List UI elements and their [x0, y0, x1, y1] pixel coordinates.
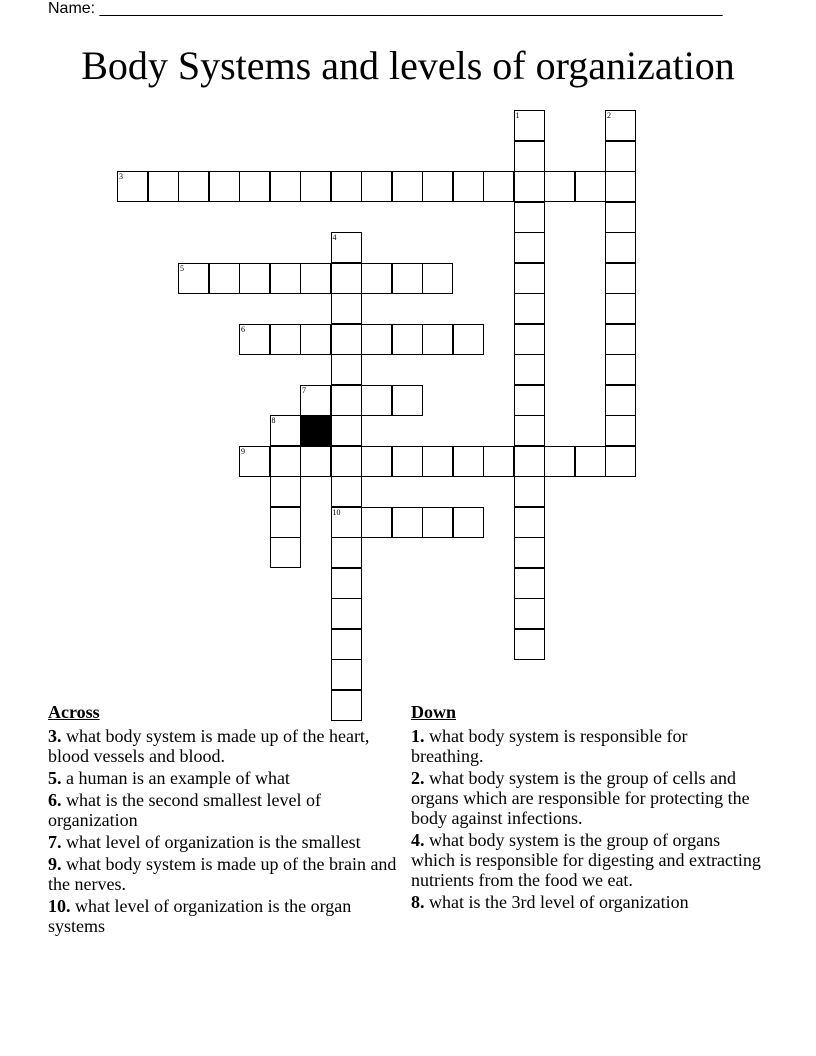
clue-across-6: [48, 790, 398, 830]
clue-text: what body system is the group of organs which is responsible for digesting and extracting nutrients from the food we eat.: [411, 830, 761, 890]
across-clues: [48, 702, 398, 938]
cell-number: 5: [180, 263, 184, 273]
crossword-cell[interactable]: [514, 354, 545, 385]
crossword-cell[interactable]: [239, 171, 270, 202]
crossword-cell[interactable]: [514, 507, 545, 538]
crossword-cell[interactable]: [483, 446, 514, 477]
crossword-cell[interactable]: [514, 598, 545, 629]
crossword-cell[interactable]: [514, 263, 545, 294]
crossword-cell[interactable]: [514, 415, 545, 446]
clue-number: 3.: [48, 726, 62, 746]
crossword-cell[interactable]: [483, 171, 514, 202]
crossword-cell[interactable]: [392, 446, 423, 477]
crossword-cell[interactable]: [239, 324, 270, 355]
clue-text: what level of organization is the organ systems: [48, 896, 352, 936]
clue-number: 5.: [48, 768, 62, 788]
cell-number: 10: [332, 507, 341, 517]
crossword-cell[interactable]: [392, 171, 423, 202]
crossword-cell[interactable]: [453, 324, 484, 355]
crossword-cell[interactable]: [544, 171, 575, 202]
crossword-cell[interactable]: [605, 263, 636, 294]
crossword-cell[interactable]: [300, 324, 331, 355]
clue-number: 2.: [411, 768, 425, 788]
clue-text: a human is an example of what: [66, 768, 290, 788]
crossword-cell[interactable]: [331, 659, 362, 690]
crossword-cell[interactable]: [331, 568, 362, 599]
crossword-cell[interactable]: [422, 263, 453, 294]
crossword-cell[interactable]: [331, 446, 362, 477]
crossword-cell[interactable]: [575, 171, 606, 202]
crossword-cell[interactable]: [361, 171, 392, 202]
crossword-cell[interactable]: [331, 537, 362, 568]
crossword-cell[interactable]: [605, 202, 636, 233]
clue-text: what body system is made up of the brain and the nerves.: [48, 854, 397, 894]
crossword-cell[interactable]: [422, 324, 453, 355]
crossword-cell[interactable]: [514, 171, 545, 202]
crossword-cell[interactable]: [514, 324, 545, 355]
clue-down-2: [411, 768, 761, 828]
crossword-cell[interactable]: [453, 507, 484, 538]
clue-number: 4.: [411, 830, 425, 850]
crossword-cell[interactable]: [239, 446, 270, 477]
clue-text: what body system is the group of cells and organs which are responsible for protecting the body against infections.: [411, 768, 750, 828]
crossword-cell[interactable]: [361, 263, 392, 294]
crossword-cell[interactable]: [300, 263, 331, 294]
crossword-cell[interactable]: [605, 110, 636, 141]
cell-number: 3: [119, 172, 123, 181]
crossword-cell[interactable]: [331, 507, 362, 538]
cell-number: 6: [241, 324, 245, 334]
crossword-cell[interactable]: [270, 446, 301, 477]
clue-text: what is the second smallest level of organization: [48, 790, 321, 830]
clue-text: what body system is responsible for breathing.: [411, 726, 688, 766]
crossword-cell[interactable]: [209, 171, 240, 202]
clue-across-10: [48, 896, 398, 936]
crossword-cell[interactable]: [544, 446, 575, 477]
crossword-cell[interactable]: [514, 446, 545, 477]
crossword-cell[interactable]: [514, 232, 545, 263]
crossword-cell[interactable]: [422, 507, 453, 538]
clue-number: 6.: [48, 790, 62, 810]
crossword-cell[interactable]: [331, 385, 362, 416]
crossword-cell[interactable]: [392, 385, 423, 416]
crossword-cell[interactable]: [331, 232, 362, 263]
clue-down-1: [411, 726, 761, 766]
clue-down-4: [411, 830, 761, 890]
down-heading: Down: [411, 702, 457, 722]
clue-across-9: [48, 854, 398, 894]
crossword-cell[interactable]: [148, 171, 179, 202]
clue-text: what is the 3rd level of organization: [429, 892, 689, 912]
crossword-cell[interactable]: [270, 171, 301, 202]
crossword-cell[interactable]: [178, 171, 209, 202]
crossword-cell[interactable]: [605, 324, 636, 355]
crossword-cell[interactable]: [514, 202, 545, 233]
crossword-cell[interactable]: [270, 415, 301, 446]
crossword-cell[interactable]: [239, 263, 270, 294]
cell-number: 2: [607, 111, 611, 120]
crossword-cell[interactable]: [331, 263, 362, 294]
crossword-cell[interactable]: [605, 354, 636, 385]
crossword-cell[interactable]: [117, 171, 148, 202]
crossword-cell[interactable]: [361, 324, 392, 355]
across-heading: Across: [48, 702, 100, 722]
crossword-cell[interactable]: [514, 141, 545, 172]
crossword-cell[interactable]: [331, 598, 362, 629]
crossword-cell[interactable]: [331, 629, 362, 660]
crossword-cell[interactable]: [270, 537, 301, 568]
clue-across-5: [48, 768, 398, 788]
crossword-cell[interactable]: [361, 385, 392, 416]
crossword-cell[interactable]: [392, 263, 423, 294]
crossword-cell[interactable]: [605, 446, 636, 477]
clue-number: 1.: [411, 726, 425, 746]
clue-number: 8.: [411, 892, 425, 912]
crossword-cell[interactable]: [605, 171, 636, 202]
crossword-cell[interactable]: [392, 507, 423, 538]
crossword-cell[interactable]: [331, 415, 362, 446]
clue-down-8: [411, 892, 761, 912]
clue-across-3: [48, 726, 398, 766]
crossword-cell[interactable]: [392, 324, 423, 355]
crossword-cell[interactable]: [514, 537, 545, 568]
crossword-cell[interactable]: [422, 446, 453, 477]
crossword-cell[interactable]: [331, 324, 362, 355]
crossword-cell[interactable]: [331, 354, 362, 385]
down-clues: [411, 702, 761, 914]
cell-number: 7: [302, 385, 306, 395]
clue-number: 9.: [48, 854, 62, 874]
cell-number: 4: [332, 233, 337, 242]
crossword-block-cell: [300, 415, 331, 446]
cell-number: 8: [271, 416, 276, 425]
page-title: Body Systems and levels of organization: [81, 43, 735, 88]
crossword-cell[interactable]: [514, 293, 545, 324]
crossword-cell[interactable]: [514, 110, 545, 141]
crossword-cell[interactable]: [514, 385, 545, 416]
crossword-cell[interactable]: [270, 263, 301, 294]
crossword-cell[interactable]: [453, 446, 484, 477]
crossword-cell[interactable]: [514, 629, 545, 660]
crossword-cell[interactable]: [331, 476, 362, 507]
crossword-cell[interactable]: [453, 171, 484, 202]
name-field-label: Name: ______________________________________________________________________: [48, 0, 723, 17]
crossword-cell[interactable]: [575, 446, 606, 477]
cell-number: 9: [241, 446, 245, 456]
crossword-cell[interactable]: [270, 324, 301, 355]
clue-text: what level of organization is the smallest: [66, 832, 361, 852]
crossword-cell[interactable]: [178, 263, 209, 294]
crossword-cell[interactable]: [270, 507, 301, 538]
clue-number: 7.: [48, 832, 62, 852]
crossword-cell[interactable]: [300, 171, 331, 202]
crossword-cell[interactable]: [209, 263, 240, 294]
clue-across-7: [48, 832, 398, 852]
crossword-cell[interactable]: [361, 446, 392, 477]
crossword-cell[interactable]: [300, 385, 331, 416]
crossword-cell[interactable]: [605, 141, 636, 172]
crossword-cell[interactable]: [331, 171, 362, 202]
clue-number: 10.: [48, 896, 71, 916]
crossword-cell[interactable]: [605, 293, 636, 324]
crossword-cell[interactable]: [422, 171, 453, 202]
crossword-cell[interactable]: [331, 293, 362, 324]
crossword-cell[interactable]: [361, 507, 392, 538]
crossword-cell[interactable]: [270, 476, 301, 507]
cell-number: 1: [515, 111, 520, 120]
crossword-cell[interactable]: [300, 446, 331, 477]
crossword-cell[interactable]: [605, 415, 636, 446]
clue-text: what body system is made up of the heart, blood vessels and blood.: [48, 726, 370, 766]
crossword-cell[interactable]: [605, 385, 636, 416]
crossword-cell[interactable]: [605, 232, 636, 263]
crossword-cell[interactable]: [514, 568, 545, 599]
crossword-cell[interactable]: [514, 476, 545, 507]
